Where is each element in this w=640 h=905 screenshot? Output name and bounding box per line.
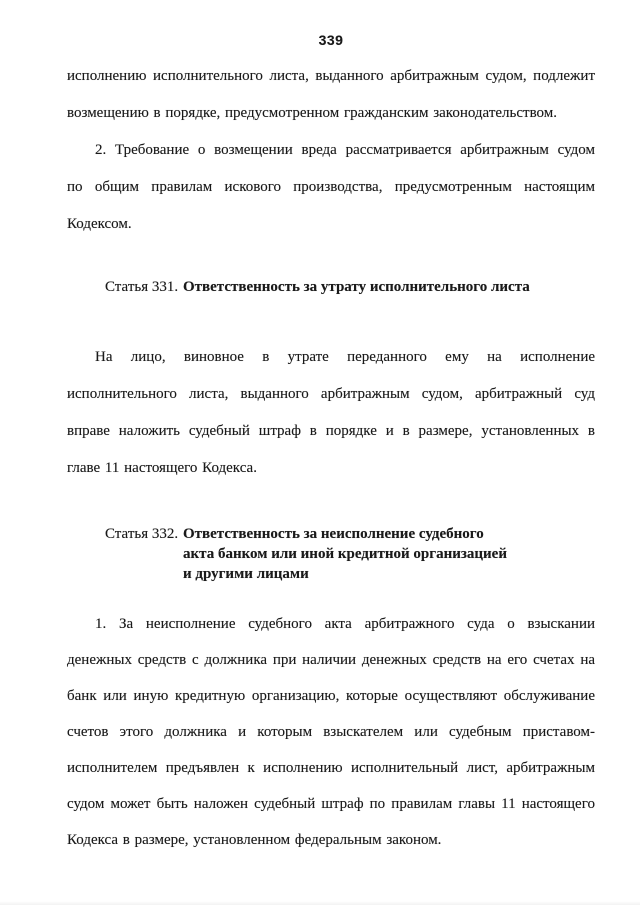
- article-331-number: Статья 331.: [105, 279, 179, 295]
- paragraph-3: [67, 339, 595, 487]
- article-332-title: [183, 524, 507, 584]
- paragraph-line: 1. За неисполнение судебного акта арбитражного суда о взыскании: [95, 616, 595, 632]
- paragraph-2: [67, 132, 595, 243]
- paragraph-line: денежных средств с должника при наличии денежных средств на его счетах на: [67, 652, 595, 668]
- paragraph-line: по общим правилам искового производства, предусмотренным настоящим: [67, 179, 595, 195]
- scan-shadow: [0, 901, 640, 905]
- paragraph-continuation: [67, 58, 595, 132]
- paragraph-line: Кодексом.: [67, 216, 132, 232]
- paragraph-line: банк или иную кредитную организацию, которые осуществляют обслуживание: [67, 688, 595, 704]
- paragraph-line: исполнению исполнительного листа, выданного арбитражным судом, подлежит: [67, 68, 595, 84]
- paragraph-line: вправе наложить судебный штраф в порядке и в размере, установленных в: [67, 423, 595, 439]
- paragraph-line: исполнительного листа, выданного арбитражным судом, арбитражный суд: [67, 386, 595, 402]
- paragraph-line: Кодекса в размере, установленном федеральным законом.: [67, 832, 442, 848]
- paragraph-line: исполнителем предъявлен к исполнению исполнительный лист, арбитражным: [67, 760, 595, 776]
- page-number: 339: [318, 32, 344, 48]
- article-332-title-line: акта банком или иной кредитной организацией: [183, 546, 507, 562]
- article-332-title-line: Ответственность за неисполнение судебного: [183, 526, 484, 542]
- paragraph-line: На лицо, виновное в утрате переданного ему на исполнение: [95, 349, 595, 365]
- paragraph-line: возмещению в порядке, предусмотренном гражданским законодательством.: [67, 105, 558, 121]
- paragraph-line: судом может быть наложен судебный штраф по правилам главы 11 настоящего: [67, 796, 595, 812]
- article-332-heading: [105, 524, 595, 584]
- paragraph-line: счетов этого должника и которым взыскателем или судебным приставом-: [67, 724, 595, 740]
- article-331-heading: [105, 269, 595, 306]
- article-332-title-line: и другими лицами: [183, 566, 309, 582]
- article-331-title: Ответственность за утрату исполнительного листа: [183, 279, 530, 295]
- paragraph-4: [67, 606, 595, 858]
- paragraph-line: главе 11 настоящего Кодекса.: [67, 460, 257, 476]
- article-332-number: Статья 332.: [105, 526, 179, 542]
- paragraph-line: 2. Требование о возмещении вреда рассматривается арбитражным судом: [95, 142, 595, 158]
